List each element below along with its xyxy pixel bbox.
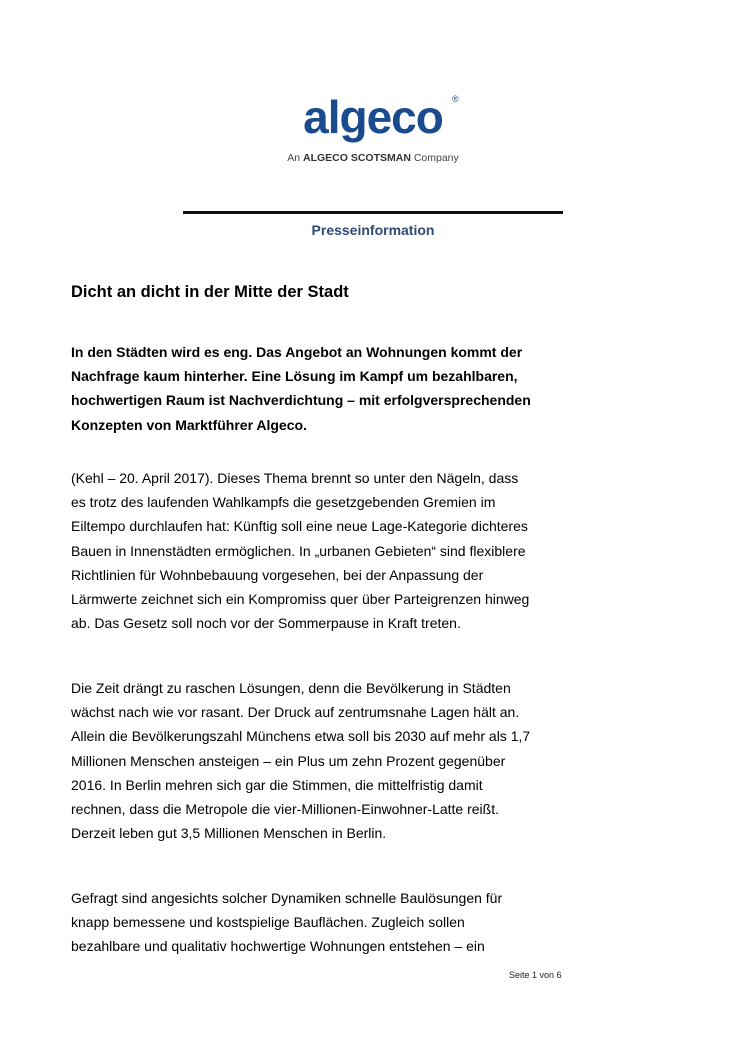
tagline-bold: ALGECO SCOTSMAN: [302, 152, 411, 164]
text-line: Millionen Menschen ansteigen – ein Plus um zehn Prozent gegenüber: [71, 752, 506, 769]
registered-mark: ®: [452, 94, 459, 104]
text-line: wächst nach wie vor rasant. Der Druck auf zentrumsnahe Lagen hält an.: [71, 704, 520, 721]
text-line: ab. Das Gesetz soll noch vor der Sommerpause in Kraft treten.: [71, 615, 461, 632]
text-line: knapp bemessene und kostspielige Bauflächen. Zugleich sollen: [71, 914, 465, 931]
text-line: Derzeit leben gut 3,5 Millionen Menschen in Berlin.: [71, 825, 387, 842]
section-label: Presseinformation: [311, 222, 435, 238]
lead-line: Nachfrage kaum hinterher. Eine Lösung im Kampf um bezahlbaren,: [71, 368, 518, 385]
text-line: rechnen, dass die Metropole die vier-Millionen-Einwohner-Latte reißt.: [71, 801, 499, 818]
text-line: Bauen in Innenstädten ermöglichen. In „urbanen Gebieten“ sind flexiblere: [71, 542, 526, 559]
company-logo: [0, 91, 746, 174]
logo-tagline: [0, 152, 746, 164]
lead-paragraph: [71, 340, 591, 437]
text-line: es trotz des laufenden Wahlkampfs die gesetzgebenden Gremien im: [71, 494, 496, 511]
text-line: Gefragt sind angesichts solcher Dynamiken schnelle Baulösungen für: [71, 890, 503, 906]
body-paragraph-1: [71, 466, 591, 635]
lead-line: Konzepten von Marktführer Algeco.: [71, 416, 307, 433]
lead-line: hochwertigen Raum ist Nachverdichtung – mit erfolgversprechenden: [71, 392, 531, 409]
lead-line: In den Städten wird es eng. Das Angebot an Wohnungen kommt der: [71, 344, 523, 360]
body-paragraph-2: [71, 676, 591, 845]
text-line: Die Zeit drängt zu raschen Lösungen, denn die Bevölkerung in Städten: [71, 680, 511, 696]
article-title: Dicht an dicht in der Mitte der Stadt: [71, 283, 349, 301]
body-paragraph-3: [71, 886, 591, 959]
page-number: Seite 1 von 6: [509, 970, 562, 980]
text-line: Richtlinien für Wohnbebauung vorgesehen, bei der Anpassung der: [71, 566, 484, 583]
text-line: Allein die Bevölkerungszahl Münchens etwa soll bis 2030 auf mehr als 1,7: [71, 728, 531, 745]
tagline-suffix: Company: [410, 152, 459, 164]
header-divider: [183, 211, 563, 214]
text-line: Eiltempo durchlaufen hat: Künftig soll eine neue Lage-Kategorie dichteres: [71, 518, 528, 535]
text-line: Lärmwerte zeichnet sich ein Kompromiss quer über Parteigrenzen hinweg: [71, 591, 530, 608]
text-line: (Kehl – 20. April 2017). Dieses Thema brennt so unter den Nägeln, dass: [71, 470, 519, 486]
logo-wordmark: algeco: [303, 91, 443, 143]
text-line: 2016. In Berlin mehren sich gar die Stimmen, die mittelfristig damit: [71, 776, 483, 793]
text-line: bezahlbare und qualitativ hochwertige Wohnungen entstehen – ein: [71, 938, 485, 955]
tagline-prefix: An: [287, 152, 303, 164]
